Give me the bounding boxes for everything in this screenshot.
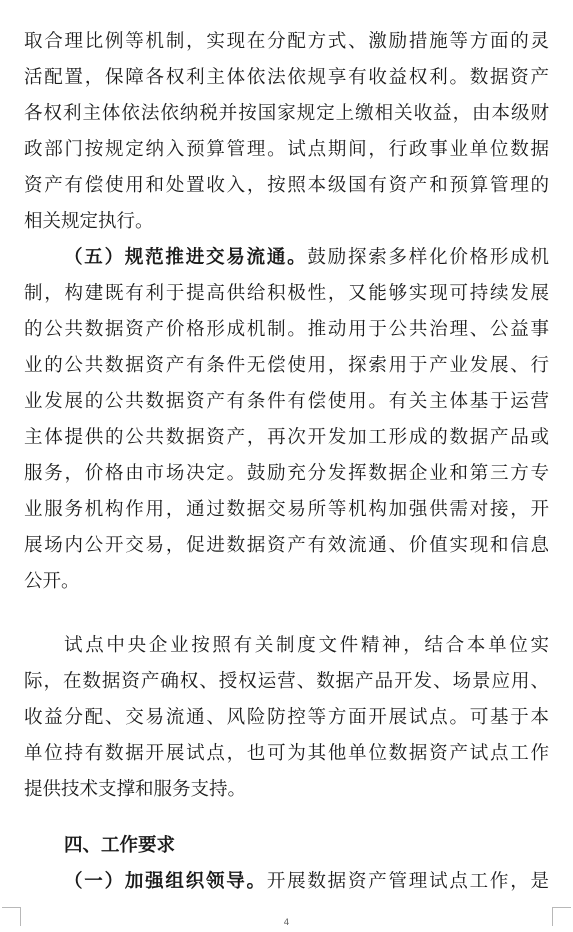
paragraph-text: 开展数据资产管理试点工作，是 (266, 871, 549, 892)
paragraph-line: 收益分配、交易流通、风险防控等方面开展试点。可基于本 (24, 707, 549, 728)
paragraph-line: 各权利主体依法依纳税并按国家规定上缴相关收益，由本级财 (24, 103, 549, 124)
paragraph-line: 主体提供的公共数据资产，再次开发加工形成的数据产品或 (24, 427, 549, 448)
paragraph-line: 业发展的公共数据资产有条件有偿使用。有关主体基于运营 (24, 391, 549, 412)
paragraph-line: 际，在数据资产确权、授权运营、数据产品开发、场景应用、 (24, 671, 549, 692)
paragraph-line: 取合理比例等机制，实现在分配方式、激励措施等方面的灵 (24, 31, 549, 52)
subsection-heading-1: （一）加强组织领导。 (64, 871, 267, 892)
paragraph-line: 提供技术支撑和服务支持。 (24, 779, 247, 800)
paragraph-line: 活配置，保障各权利主体依法依规享有收益权利。数据资产 (24, 67, 549, 88)
paragraph-line: 政部门按规定纳入预算管理。试点期间，行政事业单位数据 (24, 139, 549, 160)
paragraph-line: 服务，价格由市场决定。鼓励充分发挥数据企业和第三方专 (24, 463, 549, 484)
paragraph-line: 展场内公开交易，促进数据资产有效流通、价值实现和信息 (24, 535, 549, 556)
paragraph-text: 鼓励探索多样化价格形成机 (307, 247, 549, 268)
paragraph-line: 单位持有数据开展试点，也可为其他单位数据资产试点工作 (24, 743, 549, 764)
paragraph-line: 业服务机构作用，通过数据交易所等机构加强供需对接，开 (24, 499, 549, 520)
paragraph-line: 的公共数据资产价格形成机制。推动用于公共治理、公益事 (24, 319, 549, 340)
section-line (64, 244, 549, 272)
paragraph-line: 试点中央企业按照有关制度文件精神，结合本单位实 (64, 635, 549, 656)
paragraph-line: 业的公共数据资产有条件无偿使用，探索用于产业发展、行 (24, 355, 549, 376)
page-number: 4 (283, 918, 290, 928)
section-line (64, 868, 549, 896)
paragraph-line: 公开。 (24, 571, 80, 592)
section-heading-5: （五）规范推进交易流通。 (64, 247, 308, 268)
paragraph-line: 相关规定执行。 (24, 211, 154, 232)
section-heading-4: 四、工作要求 (64, 835, 176, 856)
paragraph-line: 资产有偿使用和处置收入，按照本级国有资产和预算管理的 (24, 175, 549, 196)
paragraph-line: 制，构建既有利于提高供给积极性，又能够实现可持续发展 (24, 283, 549, 304)
